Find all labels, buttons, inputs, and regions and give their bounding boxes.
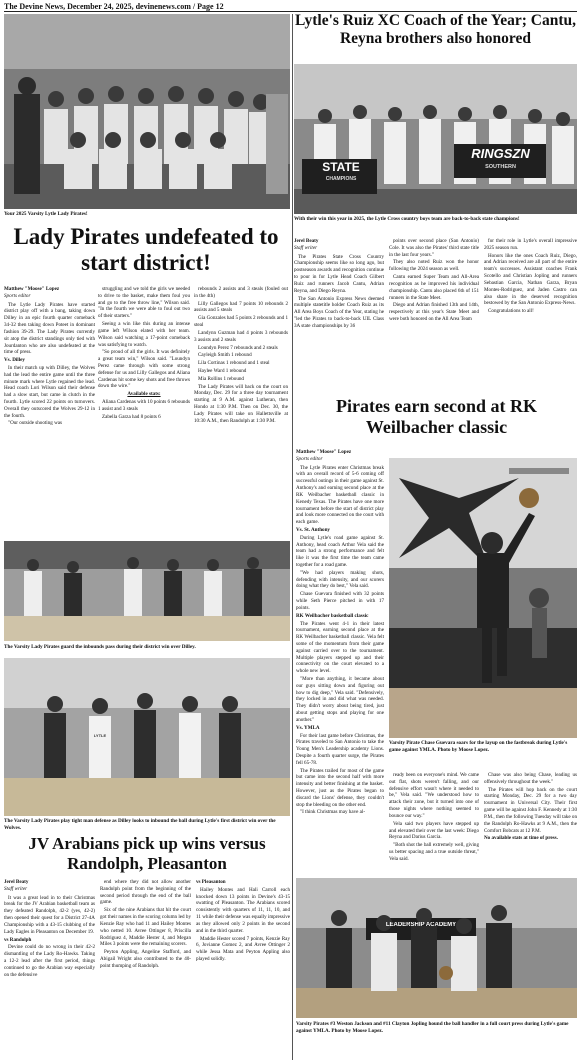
story1-column-3	[194, 286, 288, 538]
paragraph: end where they did not allow another Randolph point from the beginning of the second period through the end of the ball game.	[100, 879, 191, 906]
story2-column-2	[389, 238, 479, 398]
photo-full-court-press	[296, 878, 577, 1018]
subhead: RK Weilbacher basketball classic	[296, 612, 369, 619]
photo-caption-defense: The Varsity Lady Pirates play tight man defense as Dilley looks to inbound the ball during Lytle's first district win over the Wolves.	[4, 818, 276, 831]
paragraph: "We had players making shots, defending with intensity, and our scorers doing what they do best," Vela said.	[296, 569, 384, 590]
paragraph: Seeing a win like this during an intense game left Wilson elated with her team. Wilson said watching a 17-point comeback was satisfying to watch.	[98, 321, 190, 348]
paragraph: ready been on everyone's mind. We came out flat, shots weren't falling, and our defensive effort wasn't where it needed to be," Vela said. "We understood how to attack their zone, but it turned into one of those nights where nothing seemed to bounce our way."	[389, 772, 479, 819]
paragraph: The Pirates State Cross Country Championship seems like so long ago, but postseason awards and recognition continue to pour in for Lytle Head Coach Gilbert Ruiz and runners Jacob Cantu, Adrian Reyna, and Diego Reyna.	[294, 253, 384, 294]
paragraph: Chase was also being Chase, leading us offensively throughout the week."	[484, 772, 577, 785]
paragraph: Maddie Hester scored 7 points, Kenzie Ray 6, Jovianne Gomez 2, and Avree Ottinger 2 while Jessa Mata and Peyton Appling also played solidly.	[196, 935, 290, 962]
photo-lady-pirates-inbounds	[4, 541, 290, 641]
paragraph: Gia Gonzales had 5 points 2 rebounds and 1 steal	[194, 315, 288, 329]
photo-caption-team: Your 2025 Varsity Lytle Lady Pirates!	[4, 211, 88, 217]
subhead: Vs. St. Anthony	[296, 526, 330, 533]
paragraph: No available stats at time of press.	[484, 835, 558, 842]
paragraph: The Pirates will hop back on the court starting Monday, Dec. 29 for a two day tournament in Universal City. Their first game will be against John F. Kennedy at 1:30 P.M., then the following Tuesday will take on the Randolph Ro-Hawks at 9 A.M., then the Comfort Bobcats at 12 P.M.	[484, 786, 577, 834]
paragraph: Chase Guevara finished with 32 points while Seth Pierce pitched in with 17 points.	[296, 591, 384, 611]
paragraph: Cantu earned Super Team and All-Area recognition as he improved his individual championship. Cantu also placed 6th of 151 runners in the State Meet.	[389, 274, 479, 301]
team-photo-lady-pirates	[4, 14, 290, 209]
subhead: Vs. YMLA	[296, 724, 320, 731]
byline: Jerel Beaty	[294, 238, 319, 244]
paragraph: Zabella Garza had 8 points 6	[102, 413, 161, 420]
paragraph: The Lady Pirates will back on the court on Monday, Dec. 29 for a three day tournament starting at 9 A.M. against Lutheran, then Hondo at 1:30 P.M. Then on Dec. 30, the Lady Pirates will take on Hallettsville at 10:30 A.M., then Randolph at 1:30 P.M.	[194, 383, 288, 424]
headline-lady-pirates: Lady Pirates undefeated to start district!	[13, 224, 279, 276]
byline-role: Sports editor	[4, 292, 31, 299]
story3-column-2	[389, 772, 479, 872]
photo-caption-inbounds: The Varsity Lady Pirates guard the inbounds pass during their district win over Dilley.	[4, 644, 196, 650]
byline-role: Sports editor	[296, 455, 323, 462]
story3-column-1	[296, 449, 384, 921]
paragraph: They also noted Ruiz won the honor following the 2024 season as well.	[389, 259, 479, 273]
photo-caption-guevara: Varsity Pirate Chase Guevara soars for the layup on the fastbreak during Lytle's game against YMLA. Photo by Moose Lopez.	[389, 740, 568, 753]
paragraph: The Lytle Lady Pirates have started district play off with a bang, taking down Dilley in an epic fourth quarter comeback 34-32 then taking down Poteet in dominant fashion 39-29. The Lady Pirates currently sit atop the district standings only tied with Jourdanton who are also undefeated at the time of press.	[4, 301, 95, 356]
paragraph: Loundyn Perez 7 rebounds and 2 steals	[198, 344, 278, 351]
stats-heading: Available stats:	[127, 391, 161, 398]
story1-column-2	[98, 286, 190, 538]
paragraph: The San Antonio Express News deemed multiple statetitle holder Coach Ruiz as its All Area Boys Coach of the Year, stating he "led the Pirates to back-to-back UIL Class 3A state championships by 36	[294, 295, 384, 329]
paragraph: Lila Cortinas 1 rebound and 1 steal	[198, 360, 270, 367]
paragraph: The Pirates trailed for most of the game but came into the second half with more intensity and better finishing at the basket. However, just as the Pirates began to discard the Lions' defense, they couldn't stop the bleeding on the other end.	[296, 767, 384, 808]
paragraph: Mia Rollins 1 rebound	[198, 375, 244, 382]
paragraph: "So proud of all the girls. It was definitely a great team win," Wilson said. "Loundyn Perez came through with some strong defense for us and Lilly Gallegos and Aliana Cardenas hit some key shots and free throws down the wire."	[98, 349, 190, 390]
paragraph: struggling and we told the girls we needed to drive to the basket, make them foul you and go to the free throw line," Wilson said. "In the fourth we were able to foul out two of their starters."	[98, 286, 190, 320]
photo-caption-press: Varsity Pirates #3 Weston Jackson and #11 Clayton Jopling hound the ball handler in a full court press during Lytle's game against YMLA. Photo by Moose Lopez.	[296, 1021, 569, 1034]
byline-role: Staff writer	[4, 885, 28, 892]
paragraph: points over second place (San Antonio) Cole. It was also the Pirates' third state title in the last four years."	[389, 238, 479, 258]
byline: Matthew "Moose" Lopez	[4, 286, 60, 292]
subhead: Vs. Dilley	[4, 357, 25, 364]
paragraph: The Lytle Pirates enter Christmas break with an overall record of 5-6 coming off successful outings in their game against St. Anthony's and earning second place at the RK Weilbacher basketball classic in Kenedy Texas. The Pirates have one more tournament before the start of district play and look more connected on the court with each game.	[296, 464, 384, 526]
paragraph: Hailey Montes and Hali Carroll each knocked down 13 points in Devine's 43-15 swatting of Pleasanton. The Arabians scored consistently with quarters of 11, 11, 10, and 11 while their defense was equally impressive as they allowed only 2 points in the second and in the third quarter.	[196, 886, 290, 934]
paragraph: For their last game before Christmas, the Pirates traveled to San Antonio to take the Young Men's Leadership academy Lions. Despite a fourth quarter surge, the Pirates fell 65-78.	[296, 732, 384, 766]
paragraph: Honors like the ones Coach Ruiz, Diego, and Adrian received are all part of the entire team's successes. Assistant coaches Frank Scotello and Christian Jopling and runners Sebastian Garcia, Nathan Garza, Bryan Montes-Rodriguez, and Jaden Castro can also share in the deserved recognition bestowed by the San Antonio Express-News.	[484, 252, 577, 307]
paragraph: Diego and Adrian finished 13th and 14th, respectively at this year's State Meet and were both honored on the All Area Team	[389, 302, 479, 322]
paragraph: The Pirates went 4-1 in their latest tournament, earning second place at the RK Weilbacher basketball classic. Vela felt some of the momentum from their game against carried over to the tournament. Multiple players stepped up and their connectivity on the court elevated to a whole new level.	[296, 620, 384, 675]
story2-column-3	[484, 238, 577, 398]
paragraph: rebounds 2 assists and 3 steals (fouled out in the 4th)	[194, 286, 288, 299]
headline-ruiz-coach: Lytle's Ruiz XC Coach of the Year; Cantu, Reyna brothers also honored	[295, 12, 576, 47]
page-folio: The Devine News, December 24, 2025, devinenews.com / Page 12	[4, 2, 224, 11]
paragraph: Six of the nine Arabians that hit the court got their names in the scoring column led by Kenzie Ray who had 11 and Hailey Montes who netted 10. Avree Ottinger 8, Priscilla Rodriguez 4, Maddie Hester 4, and Megan Miles 3 points were the remaining scorers.	[100, 907, 191, 948]
jersey-text: LYTLE	[93, 733, 107, 738]
paragraph: Aliana Cardenas with 10 points 6 rebounds 1 assist and 3 steals	[98, 399, 190, 412]
paragraph: Landynn Guzman had 4 points 3 rebounds 3 assists and 2 steals	[194, 329, 288, 343]
byline: Jerel Beaty	[4, 879, 29, 885]
paragraph: Cayleigh Smith 1 rebound	[198, 352, 252, 359]
ymla-banner-text: LEADERSHIP ACADEMY	[385, 922, 457, 928]
paragraph: It was a great lead in to their Christmas break for the JV Arabian basketball team as they defeated Randolph, 42-2 (yes, 42-2) then opened their quest for a District 27-4A Championship with a 43-15 clubbing of the Lady Eagles in Pleasanton on December 19.	[4, 894, 95, 935]
story4-column-3	[196, 879, 290, 1062]
column-divider	[292, 14, 293, 1060]
photo-caption-xc: With their win this year in 2025, the Lytle Cross country boys team are back-to-back state champions!	[294, 216, 520, 222]
paragraph: "Our outside shooting was	[8, 420, 63, 427]
paragraph: for their role in Lytle's overall impressive 2025 season run.	[484, 238, 577, 251]
paragraph: Lilly Gallegos had 7 points 10 rebounds 2 assists and 5 steals	[194, 300, 288, 314]
paragraph: Haylee Ward 1 rebound	[198, 367, 247, 374]
paragraph: "More than anything, it became about our guys sitting down and figuring out how to dig deep," Vela said. "Defensively, they locked in and did what was needed. They didn't worry about being tired, just about getting stops and playing for one another."	[296, 676, 384, 723]
team-photo-cross-country	[294, 64, 577, 214]
headline-jv-arabians: JV Arabians pick up wins versus Randolph, Pleasanton	[28, 834, 266, 873]
byline: Matthew "Moose" Lopez	[296, 449, 352, 455]
story2-column-1	[294, 238, 384, 398]
story3-column-3	[484, 772, 577, 872]
headline-pirates-second: Pirates earn second at RK Weilbacher classic	[336, 396, 537, 437]
paragraph: Vela said two players have stepped up and elevated their over the last week: Diego Reyna and Darius Garcia.	[389, 820, 479, 841]
story4-column-1	[4, 879, 95, 1062]
paragraph: "I think Christmas may have al-	[300, 809, 366, 816]
story4-column-2	[100, 879, 191, 1062]
paragraph: Devine could do no wrong in their 42-2 dismantling of the Lady Ro-Hawks. Taking a 12-2 lead after the first period, things continued to go the Arabian way especially on the defensive	[4, 944, 95, 978]
banner-state-text: STATE	[322, 160, 360, 174]
paragraph: Congratulations to all!	[488, 308, 534, 315]
subhead: vs Randolph	[4, 936, 32, 943]
subhead: vs Pleasanton	[196, 879, 226, 885]
banner-ringszn-text: RINGSZN	[471, 146, 530, 161]
story1-column-1	[4, 286, 95, 538]
photo-guevara-layup	[389, 458, 577, 738]
paragraph: During Lytle's road game against St. Anthony, head coach Arthur Vela said the team had a strong performance and felt like it was the first time the team came together for a road game.	[296, 534, 384, 568]
paragraph: In their match up with Dilley, the Wolves had the lead the entire game until the three minute mark where Lytle regained the lead. Head coach Lori Wilson said their defense had a slow start, but came in clutch in the fourth. Lytle scored 22 points on turnovers. Overall they outscored the Wolves 29-12 in the fourth.	[4, 364, 95, 419]
photo-lady-pirates-defense	[4, 658, 290, 816]
banner-state-sub: CHAMPIONS	[325, 176, 357, 182]
paragraph: "Both shot the ball extremely well, giving us better spacing and a true outside threat," Vela said.	[389, 842, 479, 862]
byline-role: Staff writer	[294, 244, 318, 251]
paragraph: Peyton Appling, Angeline Stafford, and Abigail Wright also contributed to the 40-point thumping of Randolph.	[100, 949, 191, 969]
banner-ringszn-sub: SOUTHERN	[485, 164, 516, 170]
